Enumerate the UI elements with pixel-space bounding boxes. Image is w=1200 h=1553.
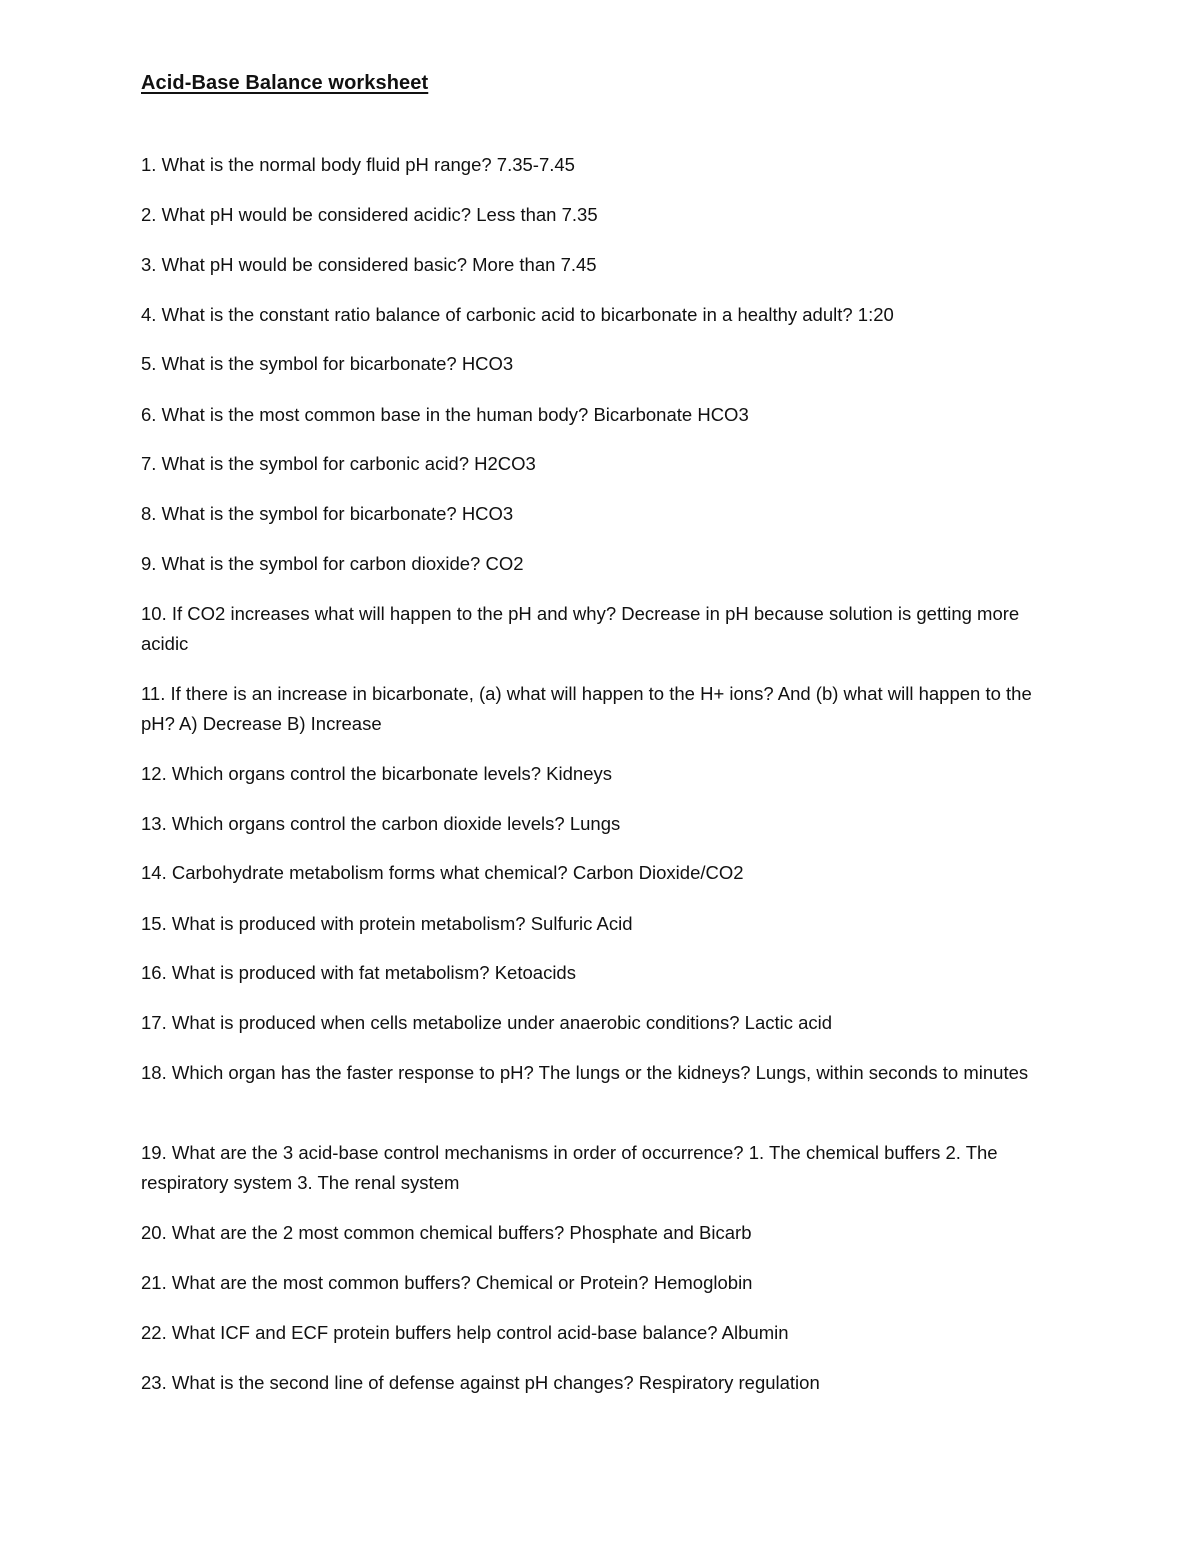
question-item: 1. What is the normal body fluid pH range? 7.35-7.45 <box>141 154 575 175</box>
question-item: 8. What is the symbol for bicarbonate? HCO3 <box>141 503 514 524</box>
question-item: 14. Carbohydrate metabolism forms what chemical? Carbon Dioxide/CO2 <box>141 862 744 883</box>
question-item: 19. What are the 3 acid-base control mechanisms in order of occurrence? 1. The chemical buffers 2. The respiratory system 3. The renal system <box>141 1142 998 1193</box>
question-item: 18. Which organ has the faster response to pH? The lungs or the kidneys? Lungs, within seconds to minutes <box>141 1062 1029 1083</box>
question-item: 12. Which organs control the bicarbonate levels? Kidneys <box>141 763 612 784</box>
question-item: 20. What are the 2 most common chemical buffers? Phosphate and Bicarb <box>141 1222 752 1243</box>
question-item: 15. What is produced with protein metabolism? Sulfuric Acid <box>141 913 633 934</box>
question-item: 7. What is the symbol for carbonic acid? H2CO3 <box>141 453 536 474</box>
question-item: 2. What pH would be considered acidic? Less than 7.35 <box>141 204 598 225</box>
worksheet-title: Acid-Base Balance worksheet <box>141 72 429 94</box>
question-item: 4. What is the constant ratio balance of carbonic acid to bicarbonate in a healthy adult? 1:20 <box>141 304 894 325</box>
question-item: 11. If there is an increase in bicarbonate, (a) what will happen to the H+ ions? And (b) what will happen to the pH? A) Decrease B) Increase <box>141 683 1032 734</box>
question-item: 22. What ICF and ECF protein buffers help control acid-base balance? Albumin <box>141 1322 789 1343</box>
question-item: 10. If CO2 increases what will happen to the pH and why? Decrease in pH because solution is getting more acidic <box>141 603 1020 654</box>
question-item: 21. What are the most common buffers? Chemical or Protein? Hemoglobin <box>141 1272 753 1293</box>
question-item: 3. What pH would be considered basic? More than 7.45 <box>141 254 597 275</box>
question-item: 16. What is produced with fat metabolism? Ketoacids <box>141 962 576 983</box>
question-item: 6. What is the most common base in the human body? Bicarbonate HCO3 <box>141 404 749 425</box>
question-item: 13. Which organs control the carbon dioxide levels? Lungs <box>141 813 621 834</box>
question-item: 17. What is produced when cells metabolize under anaerobic conditions? Lactic acid <box>141 1012 833 1033</box>
question-item: 5. What is the symbol for bicarbonate? HCO3 <box>141 353 514 374</box>
question-item: 23. What is the second line of defense against pH changes? Respiratory regulation <box>141 1372 820 1393</box>
question-item: 9. What is the symbol for carbon dioxide? CO2 <box>141 553 524 574</box>
